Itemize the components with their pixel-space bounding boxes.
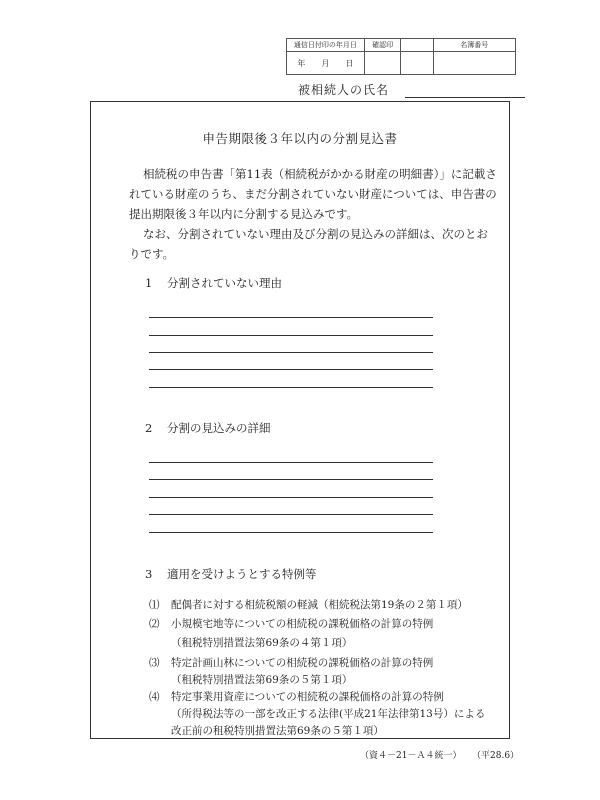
- heir-name-field[interactable]: [405, 84, 525, 98]
- section-3-heading: 3 適用を受けようとする特例等: [145, 567, 317, 581]
- special-item-citation: （所得税法等の一部を改正する法律(平成21年法律第13号）による: [171, 708, 486, 720]
- special-item: ⑷ 特定事業用資産についての相続税の課税価格の計算の特例: [149, 691, 444, 703]
- special-item: ⑴ 配偶者に対する相続税額の軽減（相続税法第19条の２第１項）: [149, 599, 468, 611]
- form-code: （資４－21－Ａ４統一）: [360, 751, 462, 761]
- heir-name-label: 被相続人の氏名: [298, 83, 390, 97]
- stamp-confirmation-header: 確認印: [364, 39, 401, 52]
- details-line[interactable]: [149, 497, 433, 498]
- reason-line[interactable]: [149, 335, 433, 336]
- form-title: 申告期限後３年以内の分割見込書: [202, 131, 398, 146]
- details-line[interactable]: [149, 514, 433, 515]
- details-line[interactable]: [149, 479, 433, 480]
- stamp-register-number-field[interactable]: [433, 52, 515, 75]
- reason-line[interactable]: [149, 317, 433, 318]
- stamp-date-field[interactable]: 年 月 日: [287, 52, 365, 75]
- stamp-confirmation-field[interactable]: [364, 52, 401, 75]
- stamp-blank-header: [401, 39, 433, 52]
- section-2-heading: 2 分割の見込みの詳細: [145, 421, 271, 435]
- reason-line[interactable]: [149, 387, 433, 388]
- stamp-register-number-header: 名簿番号: [433, 39, 515, 52]
- special-item-citation: （租税特別措置法第69条の４第１項）: [171, 637, 353, 649]
- stamp-date-header: 通信日付印の年月日: [287, 39, 365, 52]
- reason-line[interactable]: [149, 352, 433, 353]
- reason-line[interactable]: [149, 369, 433, 370]
- details-line[interactable]: [149, 462, 433, 463]
- heir-name-row: [298, 81, 525, 98]
- special-item: ⑶ 特定計画山林についての相続税の課税価格の計算の特例: [149, 657, 434, 669]
- special-item-citation: （租税特別措置法第69条の５第１項）: [171, 674, 353, 686]
- revision-date: （平28.6）: [472, 751, 520, 761]
- details-paragraph: なお、分割されていない理由及び分割の見込みの詳細は、次のとおりです。: [129, 227, 488, 261]
- special-item-citation: 改正前の租税特別措置法第69条の５第１項）: [171, 725, 384, 737]
- stamp-blank-field[interactable]: [401, 52, 433, 75]
- form-frame: [90, 101, 510, 739]
- receipt-stamp-table: [286, 38, 516, 75]
- special-item: ⑵ 小規模宅地等についての相続税の課税価格の計算の特例: [149, 618, 434, 630]
- intro-paragraph: 相続税の申告書「第11表（相続税がかかる財産の明細書）」に記載されている財産のうち、まだ分割されていない財産については、申告書の提出期限後３年以内に分割する見込みです。: [129, 167, 497, 221]
- details-line[interactable]: [149, 532, 433, 533]
- section-1-heading: 1 分割されていない理由: [145, 276, 282, 290]
